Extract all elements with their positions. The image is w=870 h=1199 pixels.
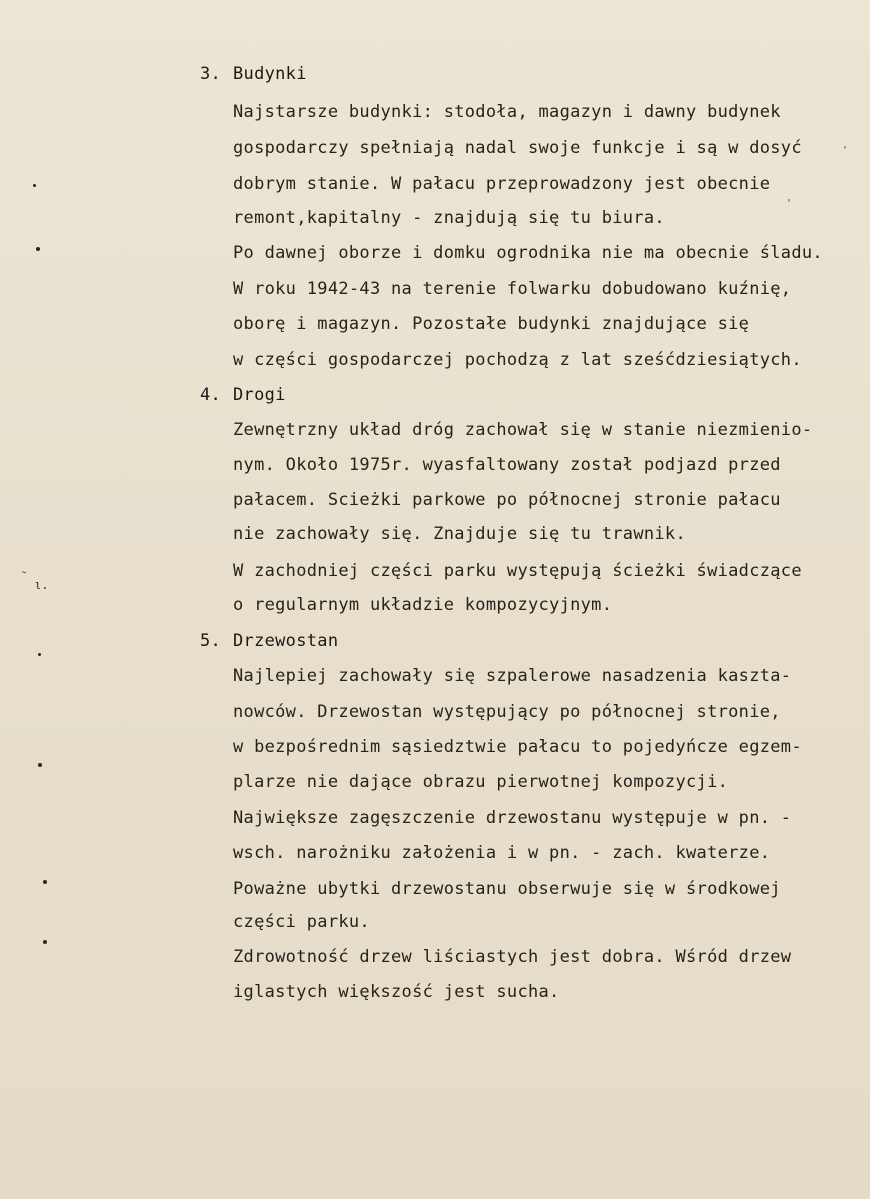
text-line: Największe zagęszczenie drzewostanu występuje w pn. - <box>233 808 792 828</box>
text-line: Najstarsze budynki: stodoła, magazyn i dawny budynek <box>233 102 781 122</box>
text-line: iglastych większość jest sucha. <box>233 982 560 1002</box>
text-line: Poważne ubytki drzewostanu obserwuje się w środkowej <box>233 879 781 899</box>
margin-mark: ' <box>842 145 849 156</box>
text-line: części parku. <box>233 912 370 932</box>
section-heading: Drzewostan <box>233 631 339 651</box>
text-line: gospodarczy spełniają nadal swoje funkcje i są w dosyć <box>233 138 802 158</box>
text-line: remont,kapitalny - znajdują się tu biura. <box>233 208 665 228</box>
text-line: Zewnętrzny układ dróg zachował się w stanie niezmienio- <box>233 420 813 440</box>
text-line: wsch. narożniku założenia i w pn. - zach. kwaterze. <box>233 843 771 863</box>
section-number: 5. <box>200 631 222 651</box>
text-line: W roku 1942-43 na terenie folwarku dobudowano kuźnię, <box>233 279 792 299</box>
section-number: 4. <box>200 385 222 405</box>
text-line: dobrym stanie. W pałacu przeprowadzony jest obecnie <box>233 174 771 194</box>
text-line: Po dawnej oborze i domku ogrodnika nie ma obecnie śladu. <box>233 243 823 263</box>
text-line: oborę i magazyn. Pozostałe budynki znajdujące się <box>233 314 750 334</box>
text-line: Zdrowotność drzew liściastych jest dobra. Wśród drzew <box>233 947 792 967</box>
text-line: plarze nie dające obrazu pierwotnej kompozycji. <box>233 772 729 792</box>
text-line: Najlepiej zachowały się szpalerowe nasadzenia kaszta- <box>233 666 792 686</box>
text-line: pałacem. Scieżki parkowe po północnej stronie pałacu <box>233 490 781 510</box>
text-line: w części gospodarczej pochodzą z lat sześćdziesiątych. <box>233 350 802 370</box>
text-line: o regularnym układzie kompozycyjnym. <box>233 595 613 615</box>
text-line: W zachodniej części parku występują ścieżki świadczące <box>233 561 802 581</box>
margin-mark: ' <box>786 198 793 209</box>
margin-mark: ι. <box>34 578 49 592</box>
margin-mark: ˷ <box>22 560 26 574</box>
section-heading: Budynki <box>233 64 307 84</box>
section-number: 3. <box>200 64 222 84</box>
text-line: nym. Około 1975r. wyasfaltowany został podjazd przed <box>233 455 781 475</box>
text-line: nie zachowały się. Znajduje się tu trawnik. <box>233 524 686 544</box>
text-line: nowców. Drzewostan występujący po północnej stronie, <box>233 702 781 722</box>
section-heading: Drogi <box>233 385 286 405</box>
text-line: w bezpośrednim sąsiedztwie pałacu to pojedyńcze egzem- <box>233 737 802 757</box>
